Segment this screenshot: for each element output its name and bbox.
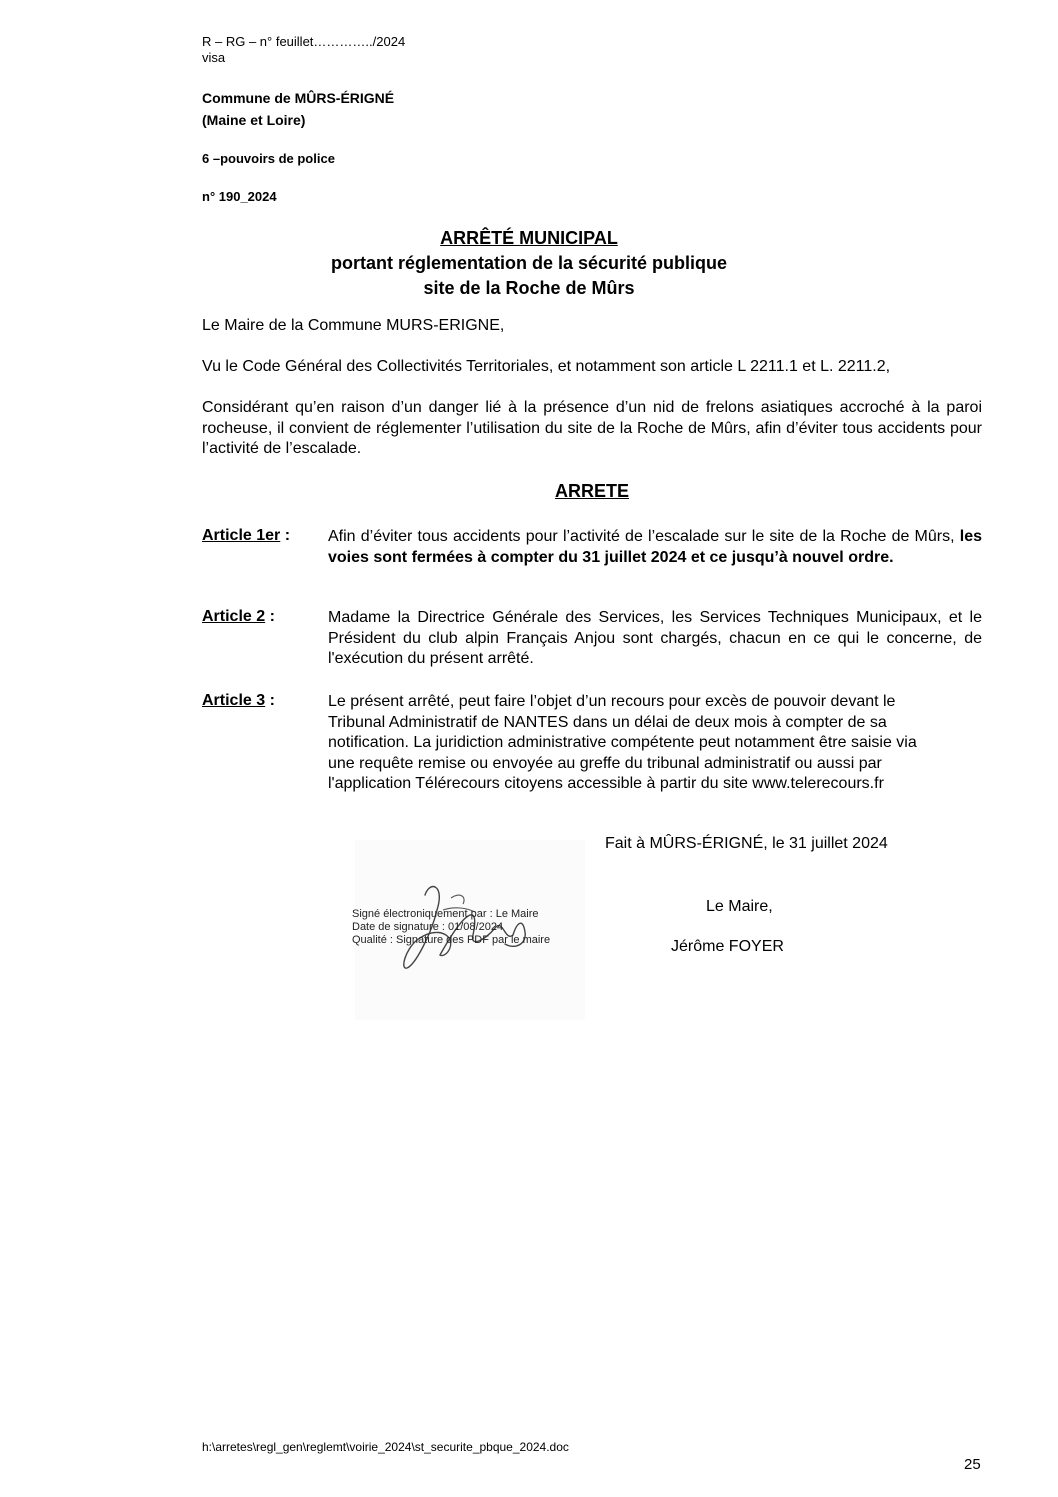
article-3-text	[328, 692, 982, 795]
article-3-line: l'application Télérecours citoyens accessible à partir du site www.telerecours.fr	[328, 775, 884, 792]
commune-name: Commune de MÛRS-ÉRIGNÉ	[202, 90, 395, 106]
signature-signed-by: Signé électroniquement par : Le Maire	[352, 908, 539, 920]
signature-quality: Qualité : Signature des PDF par le maire	[352, 934, 551, 946]
article-3-line: Le présent arrêté, peut faire l’objet d’un recours pour excès de pouvoir devant le	[328, 693, 896, 710]
visa-label: visa	[202, 50, 226, 65]
signature-date: Date de signature : 01/08/2024	[352, 921, 504, 933]
signature-area	[352, 840, 585, 1020]
article-2-text: Madame la Directrice Générale des Services, les Services Techniques Municipaux, et le Président du club alpin Français Anjou sont chargés, chacun en ce qui le concerne, de l'exécution du présent arrêté.	[328, 609, 982, 667]
mayor-line: Le Maire de la Commune MURS-ERIGNE,	[202, 317, 505, 334]
signatory-name: Jérôme FOYER	[671, 938, 784, 955]
title-line-3: site de la Roche de Mûrs	[423, 278, 635, 298]
signatory-role: Le Maire,	[706, 898, 773, 915]
article-3-line: Tribunal Administratif de NANTES dans un délai de deux mois à compter de sa	[328, 713, 887, 731]
reference-line: R – RG – n° feuillet…………../2024	[202, 34, 406, 49]
article-2-label: Article 2 :	[202, 608, 275, 625]
page-number: 25	[964, 1456, 981, 1473]
considerant-clause: Considérant qu’en raison d’un danger lié à la présence d’un nid de frelons asiatiques accroché à la paroi rocheuse, il convient de réglementer l’utilisation du site de la Roche de Mûrs, afin d’éviter tous accidents pour l’activité de l’escalade.	[202, 399, 982, 457]
article-3-line: une requête remise ou envoyée au greffe du tribunal administratif ou aussi par	[328, 754, 882, 772]
decree-number: n° 190_2024	[202, 189, 277, 204]
title-line-1: ARRÊTÉ MUNICIPAL	[440, 228, 618, 248]
article-3-label: Article 3 :	[202, 692, 275, 709]
vu-clause: Vu le Code Général des Collectivités Territoriales, et notamment son article L 2211.1 et L. 2211.2,	[202, 358, 891, 375]
article-1-text: Afin d’éviter tous accidents pour l’activité de l’escalade sur le site de la Roche de Mûrs, les voies sont fermées à compter du 31 juillet 2024 et ce jusqu’à nouvel ordre.	[328, 528, 982, 566]
category-label: 6 –pouvoirs de police	[202, 151, 335, 166]
decision-heading: ARRETE	[554, 481, 629, 501]
file-path: h:\arretes\regl_gen\reglemt\voirie_2024\st_securite_pbque_2024.doc	[202, 1440, 569, 1454]
article-1-label: Article 1er :	[202, 527, 291, 544]
commune-department: (Maine et Loire)	[202, 112, 306, 128]
title-line-2: portant réglementation de la sécurité publique	[330, 253, 728, 273]
article-3-line: notification. La juridiction administrative compétente peut notamment être saisie via	[328, 734, 917, 751]
place-date: Fait à MÛRS-ÉRIGNÉ, le 31 juillet 2024	[605, 835, 888, 852]
decree-title	[0, 226, 1058, 301]
